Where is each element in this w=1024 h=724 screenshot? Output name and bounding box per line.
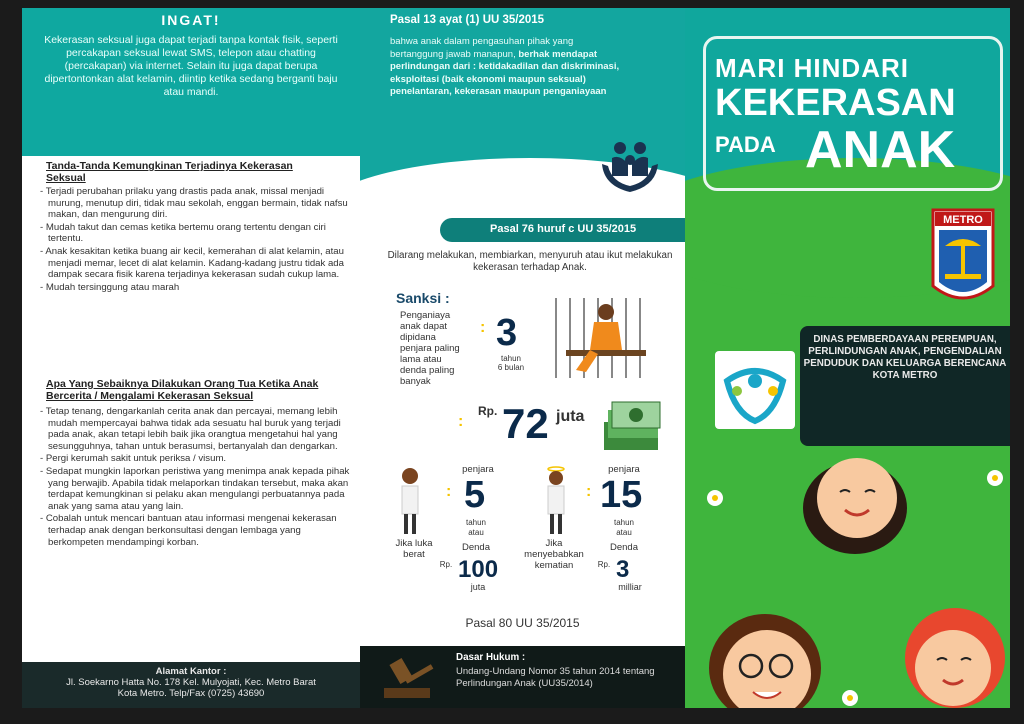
- address-footer: [22, 662, 360, 708]
- years-value: 3: [496, 312, 518, 354]
- list-item: - Mudah takut dan cemas ketika bertemu orang tertentu dengan ciri tertentu.: [40, 222, 356, 245]
- metro-city-logo: [929, 206, 997, 314]
- child-protection-logo: [715, 351, 795, 429]
- dinas-label: DINAS PEMBERDAYAAN PEREMPUAN, PERLINDUNGAN ANAK, PENGENDALIAN PENDUDUK DAN KELUARGA BERENCANA KOTA METRO: [800, 326, 1010, 446]
- case2-penjara: penjara: [608, 464, 640, 475]
- address-line: Kota Metro. Telp/Fax (0725) 43690: [117, 688, 265, 699]
- address-line: Jl. Soekarno Hatta No. 178 Kel. Mulyojati, Kec. Metro Barat: [66, 677, 316, 688]
- children-icon: [715, 351, 795, 429]
- dots-decoration: :: [480, 319, 486, 336]
- dots-decoration: :: [446, 483, 452, 500]
- sanksi-title: Sanksi :: [396, 290, 450, 306]
- svg-text:METRO: METRO: [943, 214, 983, 226]
- children-illustration: [685, 448, 1010, 708]
- list-item: - Anak kesakitan ketika buang air kecil, kemerahan di alat kelamin, atau menjadi memar, lecet di alat kelamin. Kadang-kadang justru tidak ada dampak secara fisik karena terjadinya kekerasan sudah cukup lama.: [40, 246, 356, 281]
- list-item: - Sedapat mungkin laporkan peristiwa yang menimpa anak kepada pihak yang berwajib. Apabila tidak melaporkan tindakan tersebut, maka akan terdapat kemungkinan si pelaku akan mengulangi perbuatannya pada anak yang sama atau yang lain.: [40, 466, 356, 512]
- middle-panel: [360, 8, 685, 708]
- case2-years: 15: [600, 474, 643, 516]
- case1-denda: Denda: [462, 542, 490, 553]
- title-line4: ANAK: [805, 121, 956, 179]
- injured-child-icon: [396, 466, 424, 536]
- family-protection-icon: [600, 136, 660, 194]
- list-item: - Tetap tenang, dengarkanlah cerita anak dan percayai, memang lebih mudah mempercayai bahwa tidak ada sesuatu hal buruk yang terjadi pada anak, akan tetapi lebih baik jika orangtua mengetahui hal yang sesungguhnya, tahan untuk berasumsi, bertanyalah dan dengarkan.: [40, 406, 356, 452]
- case2-unit: milliar: [618, 582, 642, 592]
- sanksi-text: Penganiaya anak dapat dipidana penjara paling lama atau denda paling banyak: [400, 310, 460, 387]
- pasal13-title: Pasal 13 ayat (1) UU 35/2015: [390, 14, 545, 26]
- case1-fine: 100: [458, 556, 499, 583]
- pasal13-text: [390, 36, 620, 99]
- deceased-child-icon: [542, 466, 570, 536]
- title-line1: MARI HINDARI: [715, 53, 909, 83]
- money-icon: [600, 400, 662, 454]
- pasal13-text-a: bahwa anak dalam pengasuhan pihak yang bertanggung jawab manapun,: [390, 36, 574, 60]
- right-panel: [685, 8, 1010, 708]
- section1-list: [40, 186, 356, 294]
- case2-atau: atau: [616, 528, 632, 537]
- pasal76-title: Pasal 76 huruf c UU 35/2015: [440, 218, 685, 242]
- fine-unit: juta: [556, 408, 585, 425]
- section2-list: [40, 406, 356, 549]
- ingat-box: [22, 8, 360, 156]
- case1-tahun: tahun: [465, 518, 487, 527]
- title-line2: KEKERASAN: [715, 82, 956, 124]
- case1-label: Jika luka berat: [395, 538, 433, 560]
- section2-title: Apa Yang Sebaiknya Dilakukan Orang Tua Ketika Anak Bercerita / Mengalami Kekerasan Seksual: [46, 378, 319, 402]
- list-item: - Cobalah untuk mencari bantuan atau informasi mengenai kekerasan terhadap anak dengan berkonsultasi dengan lembaga yang berkompeten mendampingi korban.: [40, 513, 356, 548]
- case2-rp: Rp.: [597, 560, 611, 569]
- months-value: 6 bulan: [497, 363, 525, 372]
- case2-label: Jika menyebabkan kematian: [524, 538, 584, 571]
- gavel-icon: [378, 654, 438, 702]
- dasar-hukum-footer: [360, 646, 685, 708]
- dasar-hukum-title: Dasar Hukum :: [456, 652, 526, 663]
- case2-tahun: tahun: [613, 518, 635, 527]
- case2-fine: 3: [616, 556, 630, 583]
- pasal13-text-b: berhak mendapat perlindungan dari : ketidakadilan dan diskriminasi, eksploitasi (baik ekonomi maupun seksual) penelantaran, kekerasan maupun penganiayaan: [390, 48, 620, 97]
- fine-prefix: Rp.: [478, 404, 498, 418]
- left-panel: [22, 8, 360, 708]
- dots-decoration: :: [586, 483, 592, 500]
- list-item: - Terjadi perubahan prilaku yang drastis pada anak, missal menjadi murung, menutup diri, tidak mau sekolah, enggan bermain, tidak nafsu makan, dan mengurung diri.: [40, 186, 356, 221]
- ingat-text: Kekerasan seksual juga dapat terjadi tanpa kontak fisik, seperti percakapan seksual lewat SMS, telepon atau chatting (percakapan) via internet. Selain itu juga dapat berupa dipertontonkan alat kelamin, diintip ketika sedang berganti baju atau mandi.: [44, 34, 338, 98]
- case2-denda: Denda: [610, 542, 638, 553]
- case1-penjara: penjara: [462, 464, 494, 475]
- dilarang-text: Dilarang melakukan, membiarkan, menyuruh atau ikut melakukan kekerasan terhadap Anak.: [387, 250, 673, 273]
- case1-years: 5: [464, 474, 486, 516]
- prisoner-jail-icon: [546, 298, 652, 390]
- section1-title: Tanda-Tanda Kemungkinan Terjadinya Kekerasan Seksual: [46, 160, 293, 184]
- dots-decoration: :: [458, 413, 464, 430]
- ingat-title: INGAT!: [161, 12, 221, 28]
- case1-unit: juta: [470, 582, 486, 592]
- list-item: - Mudah tersinggung atau marah: [40, 282, 356, 294]
- case1-rp: Rp.: [439, 560, 453, 569]
- list-item: - Pergi kerumah sakit untuk periksa / visum.: [40, 453, 356, 465]
- dasar-hukum-text: Undang-Undang Nomor 35 tahun 2014 tentang Perlindungan Anak (UU35/2014): [456, 666, 655, 689]
- years-unit: tahun: [500, 354, 522, 363]
- fine-value: 72: [502, 400, 549, 447]
- case1-atau: atau: [468, 528, 484, 537]
- title-line3: PADA: [715, 132, 776, 157]
- pasal80-title: Pasal 80 UU 35/2015: [465, 616, 580, 630]
- address-title: Alamat Kantor :: [155, 666, 227, 677]
